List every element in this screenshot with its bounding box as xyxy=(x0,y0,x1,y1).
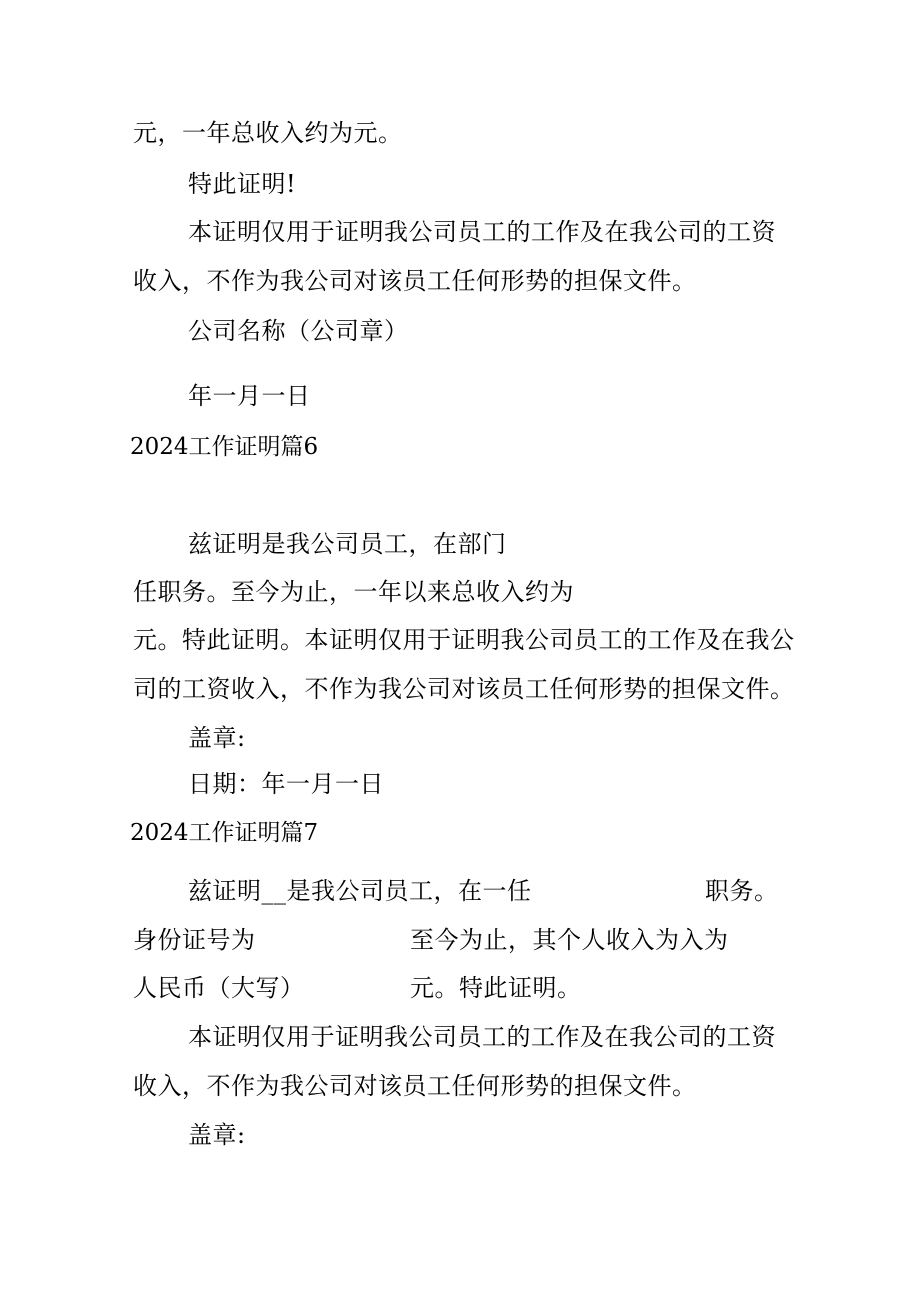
section-7-line-1b: 职务。 xyxy=(705,877,779,905)
section-7-line-3b: 元。特此证明。 xyxy=(410,974,582,1002)
section-6-line-2: 任职务。至今为止，一年以来总收入约为 xyxy=(133,578,574,606)
section-7-disclaimer-line-2: 收入，不作为我公司对该员工任何形势的担保文件。 xyxy=(133,1072,697,1100)
company-name-seal: 公司名称（公司章） xyxy=(188,317,409,345)
section-7-line-3a: 人民币（大写） xyxy=(133,974,305,1002)
section-7-heading: 2024工作证明篇7 xyxy=(130,820,319,846)
section-7-line-2a: 身份证号为 xyxy=(133,926,256,954)
section-7-seal: 盖章: xyxy=(188,1121,246,1149)
section-6-line-4: 司的工资收入，不作为我公司对该员工任何形势的担保文件。 xyxy=(133,675,795,703)
section-6-line-1: 兹证明是我公司员工，在部门 xyxy=(188,530,507,558)
income-line: 元，一年总收入约为元。 xyxy=(133,119,403,147)
hereby-certify: 特此证明! xyxy=(188,170,297,198)
section-7-line-1a: 兹证明__是我公司员工，在一任 xyxy=(188,877,532,905)
section-6-seal: 盖章: xyxy=(188,724,246,752)
section-6-line-3: 元。特此证明。本证明仅用于证明我公司员工的工作及在我公 xyxy=(133,626,795,654)
section-6-heading: 2024工作证明篇6 xyxy=(130,434,319,460)
section-7-disclaimer-line-1: 本证明仅用于证明我公司员工的工作及在我公司的工资 xyxy=(188,1023,776,1051)
section-6-date: 日期：年一月一日 xyxy=(188,770,384,798)
date-line: 年一月一日 xyxy=(188,382,311,410)
disclaimer-line-2: 收入，不作为我公司对该员工任何形势的担保文件。 xyxy=(133,267,697,295)
disclaimer-line-1: 本证明仅用于证明我公司员工的工作及在我公司的工资 xyxy=(188,218,776,246)
section-7-line-2b: 至今为止，其个人收入为入为 xyxy=(410,926,729,954)
